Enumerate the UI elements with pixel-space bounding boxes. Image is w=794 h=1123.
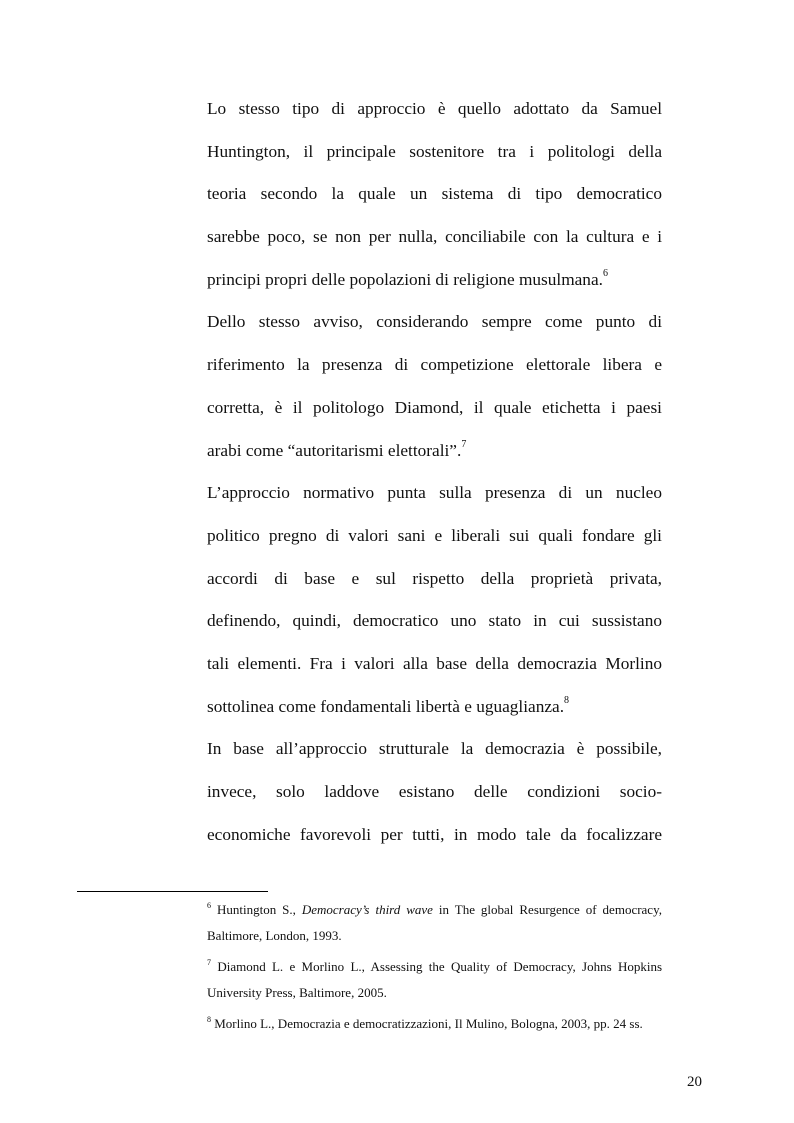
text-line: riferimento la presenza di competizione elettorale libera e [207, 355, 662, 375]
footnote-ref-8[interactable]: 8 [564, 694, 570, 706]
text-line: Dello stesso avviso, considerando sempre come punto di [207, 312, 662, 332]
paragraph-diamond [207, 301, 662, 472]
footnote-source: in The global Resurgence of democracy, [432, 902, 662, 917]
footnote-text: Morlino L., Democrazia e democratizzazioni, Il Mulino, Bologna, 2003, pp. 24 ss. [214, 1016, 643, 1031]
text-line: accordi di base e sul rispetto della proprietà privata, [207, 568, 662, 588]
footnote-separator [77, 891, 268, 892]
text-line: Lo stesso tipo di approccio è quello adottato da Samuel [207, 99, 662, 118]
footnote-text: Diamond L. e Morlino L., Assessing the Quality of Democracy, Johns Hopkins [217, 959, 663, 974]
footnote-number: 7 [207, 958, 211, 967]
footnotes [207, 897, 662, 1042]
text-line [207, 686, 662, 729]
footnote-ref-7[interactable]: 7 [461, 438, 467, 450]
page-number: 20 [687, 1074, 702, 1090]
footnote-title: Democracy’s third wave [301, 902, 433, 917]
text-line: invece, solo laddove esistano delle condizioni socio- [207, 782, 662, 801]
text-line: In base all’approccio strutturale la democrazia è possibile, [207, 739, 662, 759]
paragraph-huntington [207, 88, 662, 301]
paragraph-normative-approach [207, 472, 662, 728]
body-text [207, 88, 662, 856]
footnote-7 [207, 954, 662, 1006]
footnote-line [207, 897, 662, 923]
text-line: tali elementi. Fra i valori alla base della democrazia Morlino [207, 653, 662, 673]
footnote-number: 8 [207, 1015, 211, 1024]
text-line: definendo, quindi, democratico uno stato in cui sussistano [207, 611, 662, 631]
footnote-ref-6[interactable]: 6 [602, 267, 608, 279]
text-line: sarebbe poco, se non per nulla, conciliabile con la cultura e i [207, 227, 662, 247]
text-line: economiche favorevoli per tutti, in modo tale da focalizzare [207, 824, 662, 844]
text-line-content: arabi come “autoritarismi elettorali”. [207, 440, 462, 460]
text-line: teoria secondo la quale un sistema di tipo democratico [207, 184, 662, 204]
text-line: corretta, è il politologo Diamond, il quale etichetta i paesi [207, 397, 662, 417]
footnote-line [207, 954, 662, 980]
paragraph-structural-approach [207, 728, 662, 856]
footnote-line [207, 1011, 662, 1037]
text-line-content: principi propri delle popolazioni di religione musulmana. [207, 269, 603, 289]
text-line: politico pregno di valori sani e liberali sui quali fondare gli [207, 525, 662, 545]
text-line [207, 259, 662, 302]
text-line [207, 430, 662, 473]
footnote-6 [207, 897, 662, 949]
footnote-number: 6 [207, 901, 211, 910]
footnote-line: University Press, Baltimore, 2005. [207, 985, 387, 1000]
footnote-line: Baltimore, London, 1993. [207, 928, 342, 943]
footnote-author: Huntington S., [216, 902, 302, 917]
footnote-8 [207, 1011, 662, 1037]
text-line: L’approccio normativo punta sulla presenza di un nucleo [207, 483, 662, 503]
text-line: Huntington, il principale sostenitore tra i politologi della [207, 141, 662, 161]
text-line-content: sottolinea come fondamentali libertà e uguaglianza. [207, 696, 565, 716]
